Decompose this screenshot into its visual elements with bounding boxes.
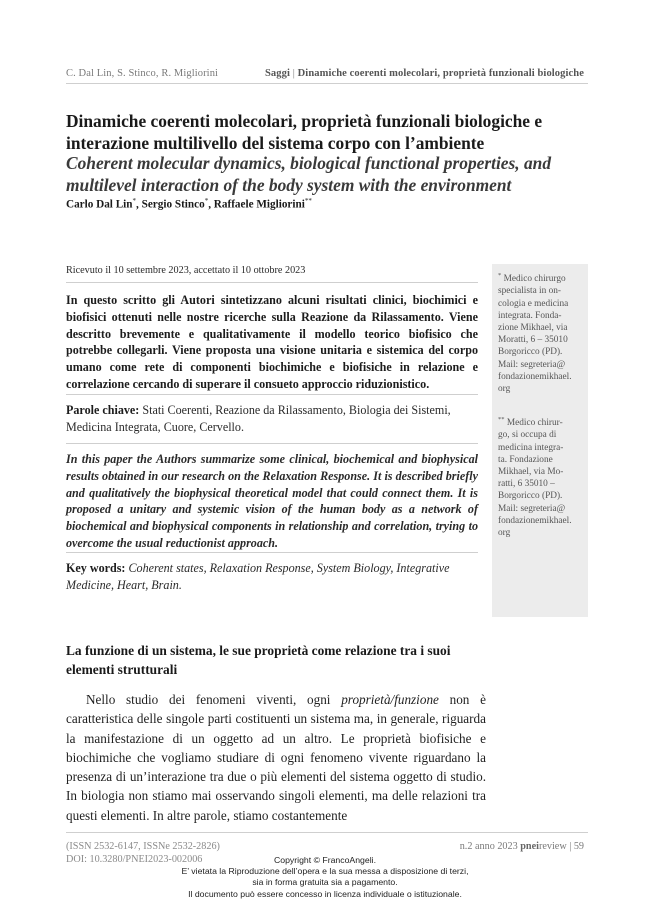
abstract-en: In this paper the Authors summarize some clinical, biochemical and biophysical results obtained in our research on the Relaxation Response. It is described briefly and qualitatively the biophysical theoretical model that could connect them. It is proposed a unitary and systemic vision of the human body as a network of biochemical and biophysical components in relationship and correlation, trying to overcome the usual reductionist approach. bbox=[66, 452, 478, 550]
copyright-line: sia in forma gratuita sia a pagamento. bbox=[252, 877, 398, 888]
note-line: ta. Fondazione bbox=[498, 454, 553, 465]
author-name: Raffaele Migliorini bbox=[213, 198, 305, 211]
note-line: org bbox=[498, 527, 511, 538]
note-line: Borgoricco (PD). bbox=[498, 491, 563, 502]
note-line: fondazionemikhael. bbox=[498, 371, 572, 382]
body-text-start: Nello studio dei fenomeni viventi, ogni bbox=[86, 692, 342, 707]
note-line: Medico chirur- bbox=[506, 418, 563, 429]
author-separator: , bbox=[136, 198, 142, 211]
note-mark: ** bbox=[498, 416, 505, 423]
author-mark: * bbox=[204, 197, 209, 205]
keywords-en-label: Key words: bbox=[66, 561, 126, 575]
article-title-it: Dinamiche coerenti molecolari, proprietà funzionali biologiche e interazione multilivello del sistema corpo con l’ambiente bbox=[66, 111, 543, 153]
copyright-line: Copyright © FrancoAngeli. bbox=[273, 855, 376, 865]
note-line: zione Mikhael, via bbox=[498, 322, 568, 333]
journal-name-rest: review bbox=[538, 841, 567, 852]
note-line: Mail: segreteria@ bbox=[498, 503, 566, 514]
abstract-en-rule bbox=[66, 552, 478, 553]
running-header-separator: | bbox=[289, 68, 298, 79]
body-text bbox=[66, 690, 486, 825]
note-line: specialista in on- bbox=[498, 286, 561, 297]
note-line: go, si occupa di bbox=[498, 430, 557, 441]
page-number: 59 bbox=[573, 841, 584, 852]
note-line: Mikhael, via Mo- bbox=[498, 466, 564, 477]
body-paragraph bbox=[66, 690, 486, 825]
author-mark: * bbox=[132, 197, 137, 205]
author-separator: , bbox=[208, 198, 214, 211]
author-note-2 bbox=[498, 414, 586, 539]
note-line: medicina integra- bbox=[498, 442, 564, 453]
received-date: Ricevuto il 10 settembre 2023, accettato il 10 ottobre 2023 bbox=[66, 265, 306, 276]
author-name: Sergio Stinco bbox=[141, 198, 205, 211]
note-line: integrata. Fonda- bbox=[498, 310, 562, 321]
note-line: Mail: segreteria@ bbox=[498, 359, 566, 370]
author-mark: ** bbox=[304, 197, 312, 205]
copyright-line: Il documento può essere concesso in licenza individuale o istituzionale. bbox=[188, 888, 462, 899]
keywords-rule bbox=[66, 443, 478, 444]
author-name: Carlo Dal Lin bbox=[66, 198, 133, 211]
journal-name-bold: pnei bbox=[520, 841, 539, 852]
footer-doi: DOI: 10.3280/PNEI2023-002006 bbox=[66, 854, 203, 865]
footer-issn: (ISSN 2532-6147, ISSNe 2532-2826) bbox=[66, 841, 220, 852]
note-mark: * bbox=[498, 272, 502, 279]
keywords-it-text: Stati Coerenti, Reazione da Rilassamento, Biologia dei Sistemi, Medicina Integrata, Cuore, Cervello. bbox=[66, 403, 451, 434]
running-header-article: Dinamiche coerenti molecolari, proprietà funzionali biologiche bbox=[297, 68, 584, 79]
section-heading: La funzione di un sistema, le sue proprietà come relazione tra i suoi elementi strutturali bbox=[66, 643, 451, 677]
running-header-authors: C. Dal Lin, S. Stinco, R. Migliorini bbox=[66, 68, 219, 79]
note-line: cologia e medicina bbox=[498, 298, 569, 309]
note-line: Medico chirurgo bbox=[503, 274, 566, 285]
folio-separator: | bbox=[566, 841, 574, 852]
note-line: ratti, 6 35010 – bbox=[498, 479, 555, 490]
running-header-section: Saggi bbox=[264, 68, 290, 79]
keywords-it-label: Parole chiave: bbox=[66, 403, 140, 417]
article-title-en: Coherent molecular dynamics, biological functional properties, and multilevel interaction of the body system with the environment bbox=[66, 153, 552, 195]
received-rule bbox=[66, 282, 478, 283]
note-line: Moratti, 6 – 35010 bbox=[498, 335, 568, 346]
issue-number: n.2 anno 2023 bbox=[459, 841, 518, 852]
note-line: fondazionemikhael. bbox=[498, 515, 572, 526]
copyright-line: E’ vietata la Riproduzione dell’opera e la sua messa a disposizione di terzi, bbox=[181, 866, 469, 877]
keywords-it bbox=[66, 402, 478, 436]
author-list bbox=[66, 197, 312, 211]
header-rule bbox=[66, 83, 588, 84]
abstract-it: In questo scritto gli Autori sintetizzano alcuni risultati clinici, biochimici e biofisici ottenuti nelle nostre ricerche sulla Reazione da Rilassamento. Viene descritto brevemente e qualitativamente il modello teorico biofisico che potrebbe collegarli. Viene proposta una visione unitaria e sistemica del corpo umano come rete di componenti biochimiche e biofisiche in relazione e correlazione cercando di superare il consueto approccio riduzionistico. bbox=[66, 293, 478, 391]
keywords-en bbox=[66, 560, 478, 594]
abstract-rule bbox=[66, 394, 478, 395]
copyright-notice bbox=[0, 855, 650, 900]
footer-rule bbox=[66, 832, 588, 833]
author-note-1 bbox=[498, 270, 586, 395]
note-line: Borgoricco (PD). bbox=[498, 347, 563, 358]
note-line: org bbox=[498, 383, 511, 394]
keywords-en-text: Coherent states, Relaxation Response, System Biology, Integrative Medicine, Heart, Brain. bbox=[66, 561, 450, 592]
running-header-title bbox=[265, 68, 584, 79]
page-folio bbox=[460, 841, 584, 852]
body-text-emphasis: proprietà/funzione bbox=[341, 692, 439, 707]
body-text-rest: non è caratteristica delle singole parti costituenti un sistema ma, in generale, riguarda la manifestazione di un oggetto ad un altro. Le proprietà biofisiche e biochimiche che vogliamo studiare di ogni fenomeno vivente riguardano la presenza di un’interazione tra due o più elementi del sistema oggetto di studio. In biologia non stiamo mai osservando singoli elementi, ma delle relazioni tra questi elementi. In altre parole, stiamo costantemente bbox=[66, 692, 486, 823]
